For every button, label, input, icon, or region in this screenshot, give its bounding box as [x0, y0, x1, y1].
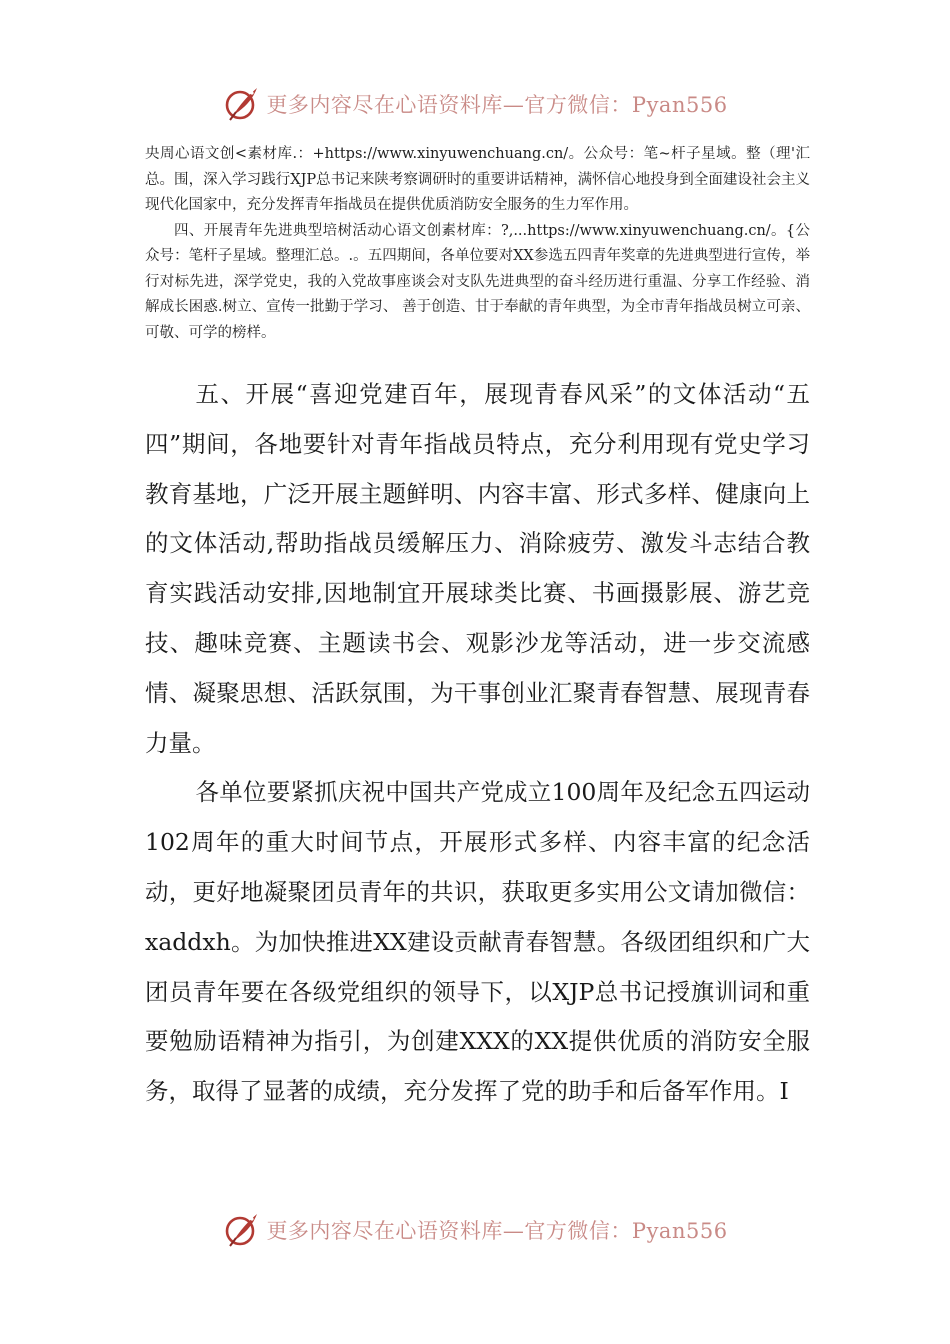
quill-logo-icon [222, 84, 262, 124]
header-banner [0, 82, 950, 126]
header-banner-text: 更多内容尽在心语资料库—官方微信：Pyan556 [266, 93, 728, 117]
intro-paragraph-1: 央周心语文创<素材库.：+https://www.xinyuwenchuang.cn/。公众号：笔~杆子星域。整（理'汇总。围，深入学习践行XJP总书记来陕考察调研时的重要讲话精神，满怀信心地投身到全面建设社会主义现代化国家中，充分发挥青年指战员在提供优质消防安全服务的生力军作用。 [145, 146, 810, 213]
quill-logo-icon [222, 1210, 262, 1250]
intro-paragraph-2: 四、开展青年先进典型培树活动心语文创素材库：?,...https://www.xinyuwenchuang.cn/。{公众号：笔杆子星域。整理汇总。.。五四期间，各单位要对XX参选五四青年奖章的先进典型进行宣传，举行对标先进，深学党史，我的入党故事座谈会对支队先进典型的奋斗经历进行重温、分享工作经验、消解成长困惑.树立、宣传一批勤于学习、 善于创造、甘于奉献的青年典型，为全市青年指战员树立可亲、可敬、可学的榜样。 [145, 222, 810, 341]
footer-banner-text: 更多内容尽在心语资料库—官方微信：Pyan556 [266, 1219, 728, 1243]
intro-section [145, 142, 810, 346]
body-paragraph-1: 五、开展“喜迎党建百年，展现青春风采”的文体活动“五四”期间，各地要针对青年指战员特点，充分利用现有党史学习教育基地，广泛开展主题鲜明、内容丰富、形式多样、健康向上的文体活动,帮助指战员缓解压力、消除疲劳、激发斗志结合教育实践活动安排,因地制宜开展球类比赛、书画摄影展、游艺竞技、趣味竞赛、主题读书会、观影沙龙等活动，进一步交流感情、凝聚思想、活跃氛围，为干事创业汇聚青春智慧、展现青春力量。 [145, 380, 810, 757]
footer-banner [0, 1208, 950, 1252]
body-paragraph-2: 各单位要紧抓庆祝中国共产党成立100周年及纪念五四运动102周年的重大时间节点，开展形式多样、内容丰富的纪念活动，更好地凝聚团员青年的共识，获取更多实用公文请加微信：xaddxh。为加快推进XX建设贡献青春智慧。各级团组织和广大团员青年要在各级党组织的领导下，以XJP总书记授旗训词和重要勉励语精神为指引，为创建XXX的XX提供优质的消防安全服务，取得了显著的成绩，充分发挥了党的助手和后备军作用。I [145, 778, 810, 1106]
main-body [145, 370, 810, 1117]
